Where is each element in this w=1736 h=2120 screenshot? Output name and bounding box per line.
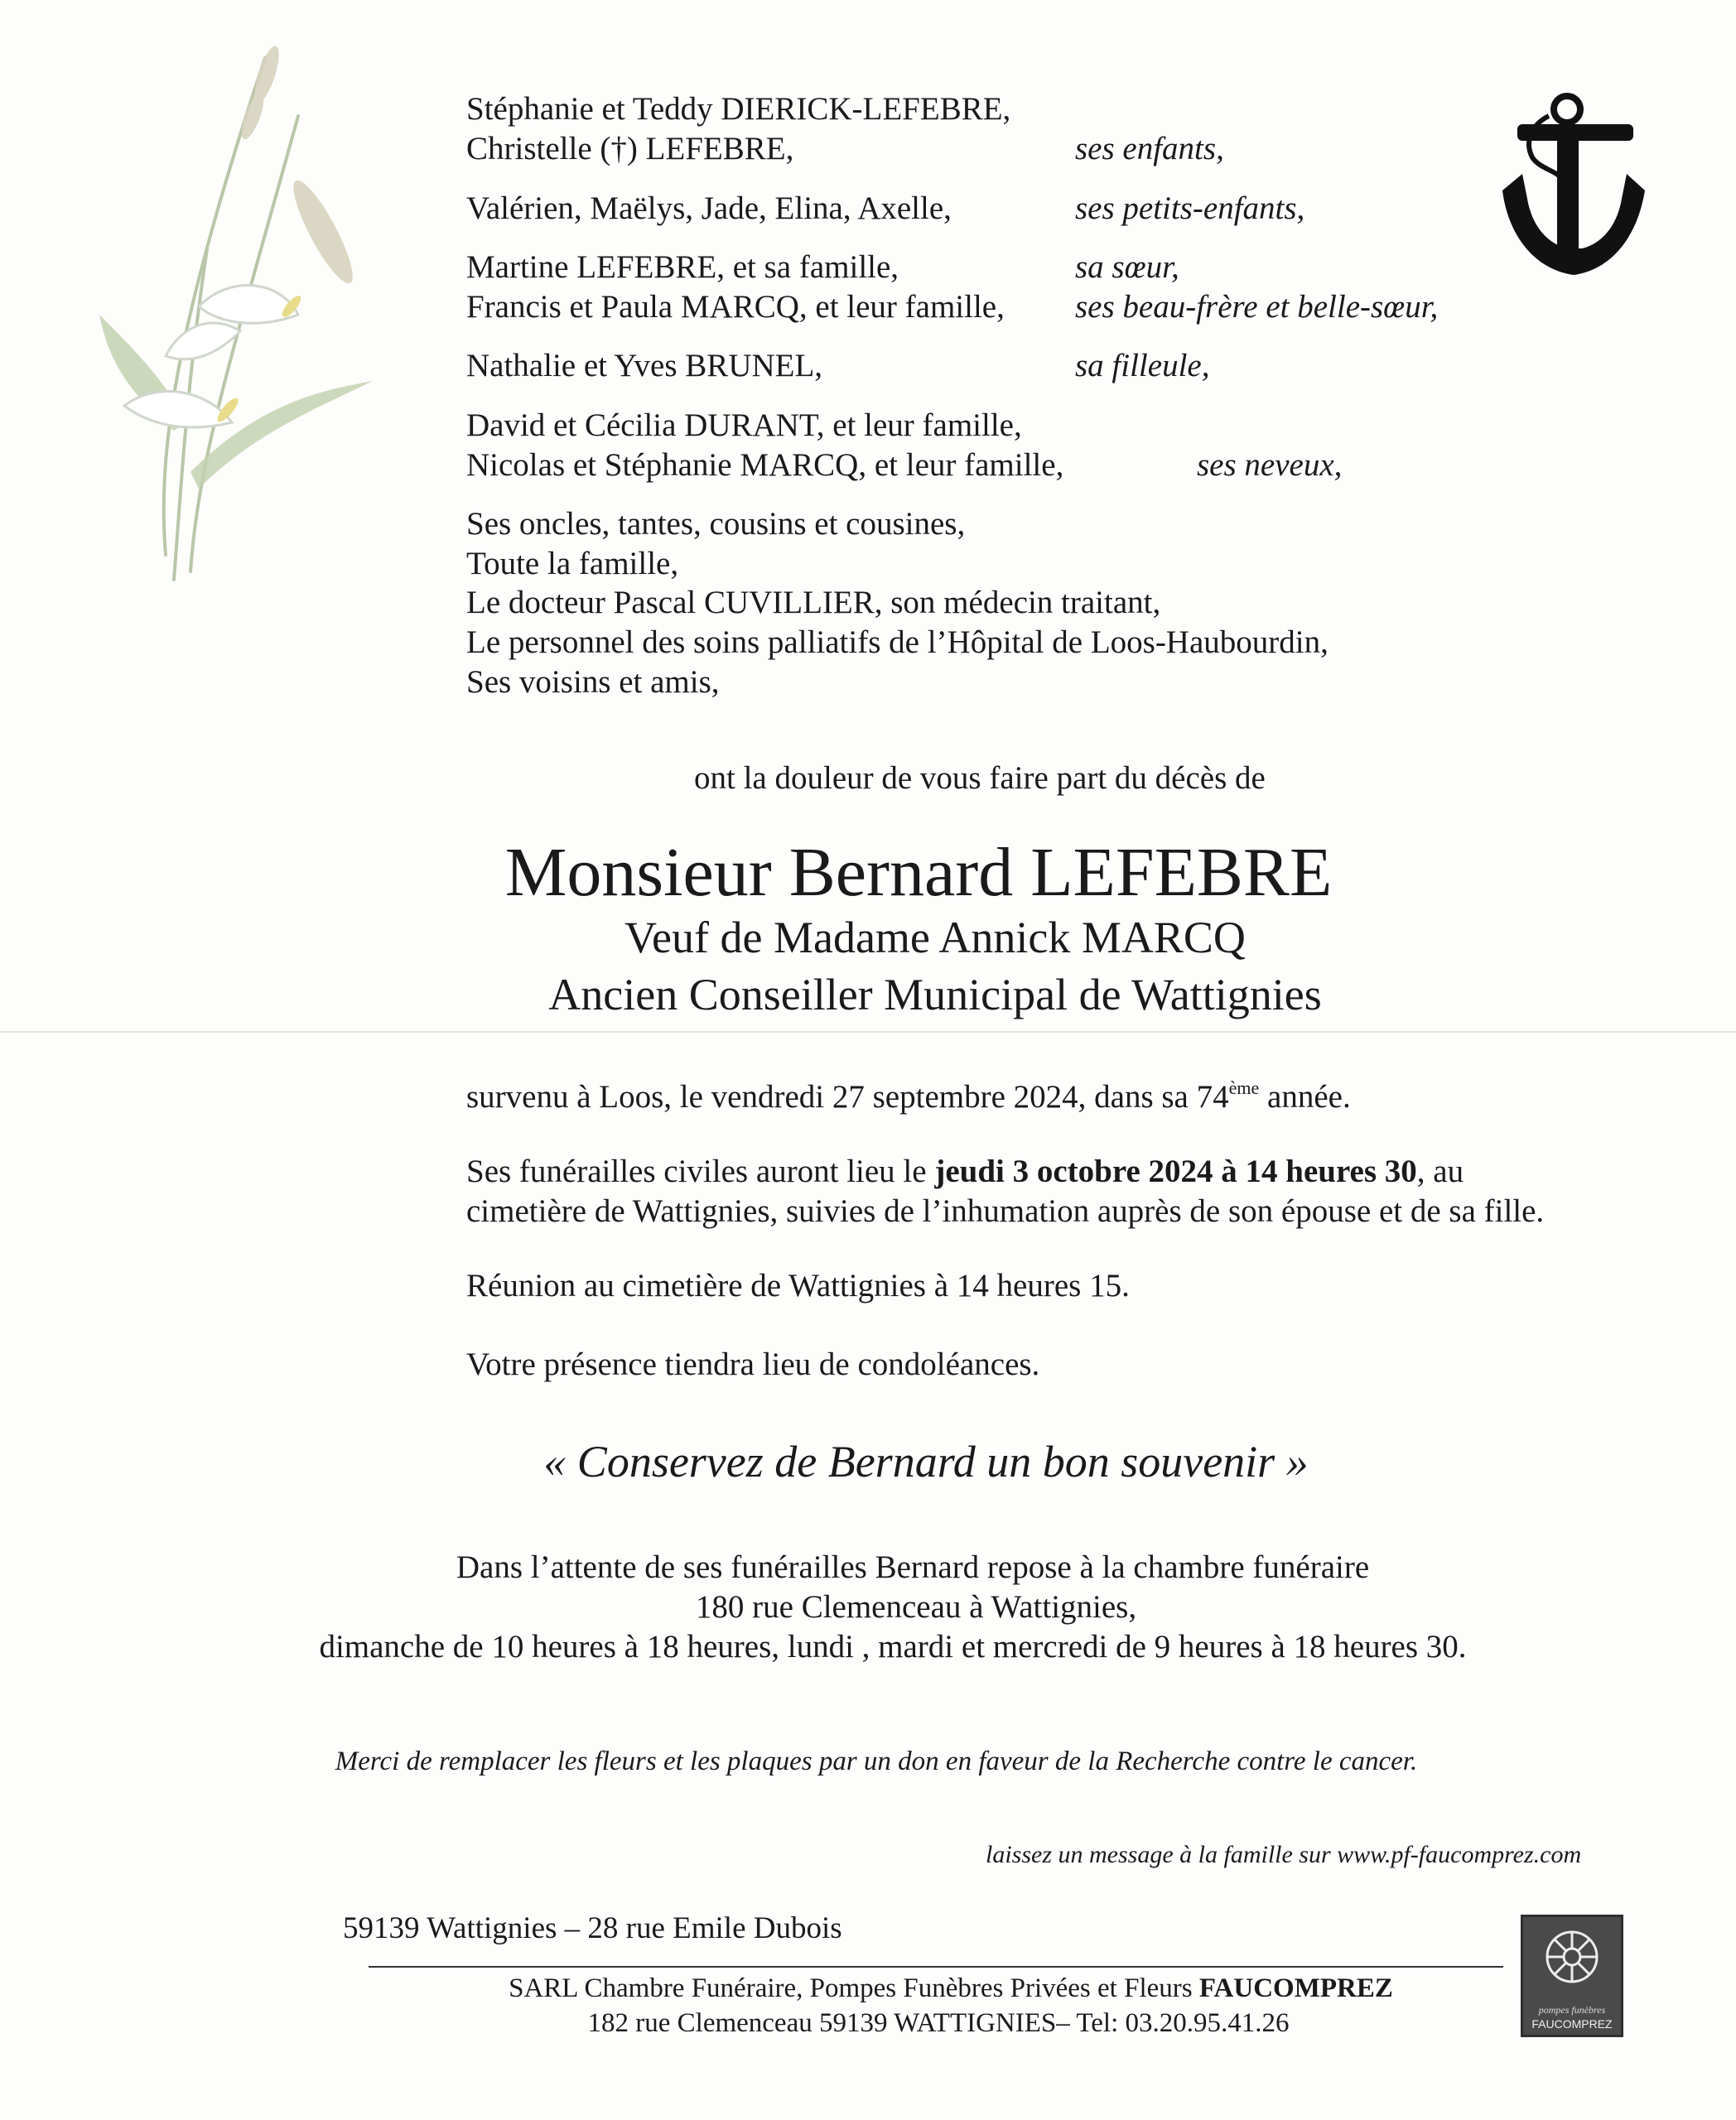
footer-rule (369, 1966, 1503, 1968)
family-line: Le personnel des soins palliatifs de l’Hôpital de Loos-Haubourdin, (466, 624, 1329, 660)
funeral-line-2: cimetière de Wattignies, suivies de l’inhumation auprès de son épouse et de sa fille. (466, 1193, 1545, 1229)
announcement: ont la douleur de vous faire part du décès de (694, 760, 1266, 796)
relation-label: ses petits-enfants, (1075, 190, 1305, 226)
donation-notice: Merci de remplacer les fleurs et les plaques par un don en faveur de la Recherche contre le cancer. (335, 1747, 1418, 1776)
family-line: Christelle (†) LEFEBRE, (466, 131, 794, 166)
meeting-notice: Réunion au cimetière de Wattignies à 14 heures 15. (466, 1268, 1130, 1303)
family-line: David et Cécilia DURANT, et leur famille, (466, 407, 1022, 443)
rosette-icon (1523, 1917, 1621, 2000)
family-line: Valérien, Maëlys, Jade, Elina, Axelle, (466, 190, 952, 226)
website-note: laissez un message à la famille sur www.pf-faucomprez.com (986, 1841, 1582, 1868)
rest-line-3: dimanche de 10 heures à 18 heures, lundi , mardi et mercredi de 9 heures à 18 heures 30. (319, 1629, 1467, 1665)
funeral-home-logo (1521, 1915, 1623, 2037)
family-line: Le docteur Pascal CUVILLIER, son médecin traitant, (466, 585, 1161, 620)
anchor-icon (1499, 91, 1648, 277)
footer-company: SARL Chambre Funéraire, Pompes Funèbres Privées et Fleurs FAUCOMPREZ (509, 1973, 1393, 2003)
relation-label: sa sœur, (1075, 249, 1179, 285)
relation-label: sa filleule, (1075, 348, 1210, 383)
family-line: Ses oncles, tantes, cousins et cousines, (466, 506, 966, 542)
family-line: Nicolas et Stéphanie MARCQ, et leur famille, (466, 447, 1064, 483)
quote: « Conservez de Bernard un bon souvenir » (543, 1437, 1309, 1486)
death-notice: survenu à Loos, le vendredi 27 septembre 2024, dans sa 74ème année. (466, 1077, 1351, 1115)
family-line: Martine LEFEBRE, et sa famille, (466, 249, 899, 285)
fold-line (0, 1031, 1736, 1033)
address: 59139 Wattignies – 28 rue Emile Dubois (343, 1911, 842, 1945)
rest-line-2: 180 rue Clemenceau à Wattignies, (695, 1589, 1137, 1625)
family-line: Nathalie et Yves BRUNEL, (466, 348, 823, 383)
family-line: Francis et Paula MARCQ, et leur famille, (466, 289, 1005, 325)
funeral-line-1: Ses funérailles civiles auront lieu le jeudi 3 octobre 2024 à 14 heures 30, au (466, 1154, 1464, 1189)
relation-label: ses beau-frère et belle-sœur, (1075, 289, 1439, 325)
deceased-title: Ancien Conseiller Municipal de Wattignies (548, 970, 1322, 1019)
rest-line-1: Dans l’attente de ses funérailles Bernard repose à la chambre funéraire (456, 1549, 1370, 1585)
family-line: Ses voisins et amis, (466, 664, 720, 700)
condolences-notice: Votre présence tiendra lieu de condoléances. (466, 1347, 1040, 1382)
deceased-widower: Veuf de Madame Annick MARCQ (624, 913, 1246, 962)
logo-script: pompes funèbres (1538, 2004, 1606, 2016)
lily-illustration (75, 41, 389, 588)
family-line: Stéphanie et Teddy DIERICK-LEFEBRE, (466, 91, 1011, 127)
deceased-name: Monsieur Bernard LEFEBRE (504, 834, 1333, 911)
family-line: Toute la famille, (466, 546, 679, 581)
relation-label: ses enfants, (1075, 131, 1224, 166)
footer-contact: 182 rue Clemenceau 59139 WATTIGNIES– Tel: 03.20.95.41.26 (587, 2008, 1290, 2038)
logo-name: FAUCOMPREZ (1531, 2017, 1613, 2031)
relation-label: ses neveux, (1197, 447, 1343, 483)
